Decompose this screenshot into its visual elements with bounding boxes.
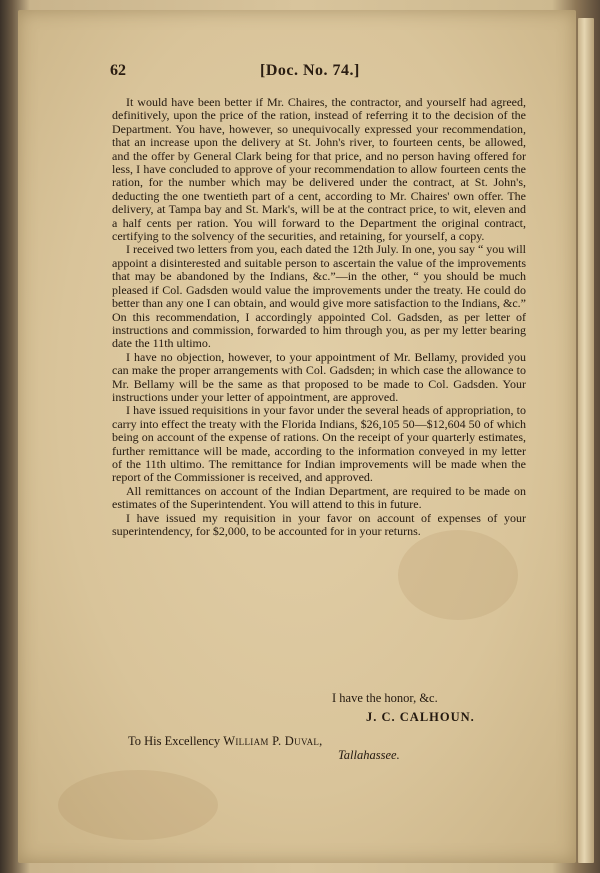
recipient-prefix: To His Excellency — [128, 734, 224, 748]
recipient-place: Tallahassee. — [338, 748, 400, 762]
signature: J. C. CALHOUN. — [366, 710, 475, 724]
paper-stain — [58, 770, 218, 840]
page-edge — [578, 18, 594, 863]
document-number: [Doc. No. 74.] — [260, 62, 360, 79]
paragraph: It would have been better if Mr. Chaires, the contractor, and yourself had agreed, definitively, upon the price of the ration, instead of referring it to the decision of the Department. You have, however, so unequivocally expressed your recommendation, that an increase upon the delivery at St. John's river, to fourteen cents, be allowed, and the offer by General Clark being for that price, and no person having offered for less, I have concluded to approve of your recommendation to allow fourteen cents the ration, for the number which may be delivered under the contract, at St. John's, deducting the one twentieth part of a cent, according to Mr. Chaires' own offer. The delivery, at Tampa bay and St. Mark's, will be at the contract price, to wit, eleven and a half cents per ration. You will forward to the Department the original contract, certifying to the solvency of the securities, and retaining, for yourself, a copy. — [112, 95, 526, 244]
paragraph: I received two letters from you, each dated the 12th July. In one, you say “ you will appoint a disinterested and suitable person to ascertain the value of the improvements that may be abandoned by the Indians, &c.”—in the other, “ you should be much pleased if Col. Gadsden would value the improvements under the treaty. He could do better than any one I can obtain, and would give more satisfaction to the Indians, &c.” On this recommendation, I accordingly appointed Col. Gadsden, as per letter of instructions and commission, forwarded to him through you, as per my letter bearing date the 11th ultimo. — [112, 242, 526, 351]
paragraph: I have issued requisitions in your favor under the several heads of appropriation, to carry into effect the treaty with the Florida Indians, $26,105 50—$12,604 50 of which being on account of the expense of rations. On the receipt of your quarterly estimates, further remittance will be made, according to the information conveyed in my letter of the 11th ultimo. The remittance for Indian improvements will be made when the report of the Commissioner is received, and approved. — [112, 403, 526, 485]
recipient-line — [128, 734, 323, 749]
recipient-name: William P. Duval, — [223, 734, 323, 748]
paragraph: All remittances on account of the Indian Department, are required to be made on estimates of the Superintendent. You will attend to this in future. — [112, 483, 526, 512]
paragraph: I have issued my requisition in your favor on account of expenses of your superintendency, for $2,000, to be accounted for in your returns. — [112, 510, 526, 538]
paragraph: I have no objection, however, to your appointment of Mr. Bellamy, provided you can make the proper arrangements with Col. Gadsden; in which case the allowance to Mr. Bellamy will be the same as that proposed to be made to Col. Gadsden. Your instructions under your letter of appointment, are approved. — [112, 349, 526, 404]
page-header — [110, 62, 380, 84]
page-number: 62 — [110, 62, 126, 79]
closing-line: I have the honor, &c. — [332, 691, 438, 705]
letter-body — [112, 96, 526, 538]
paper-stain — [398, 530, 518, 620]
